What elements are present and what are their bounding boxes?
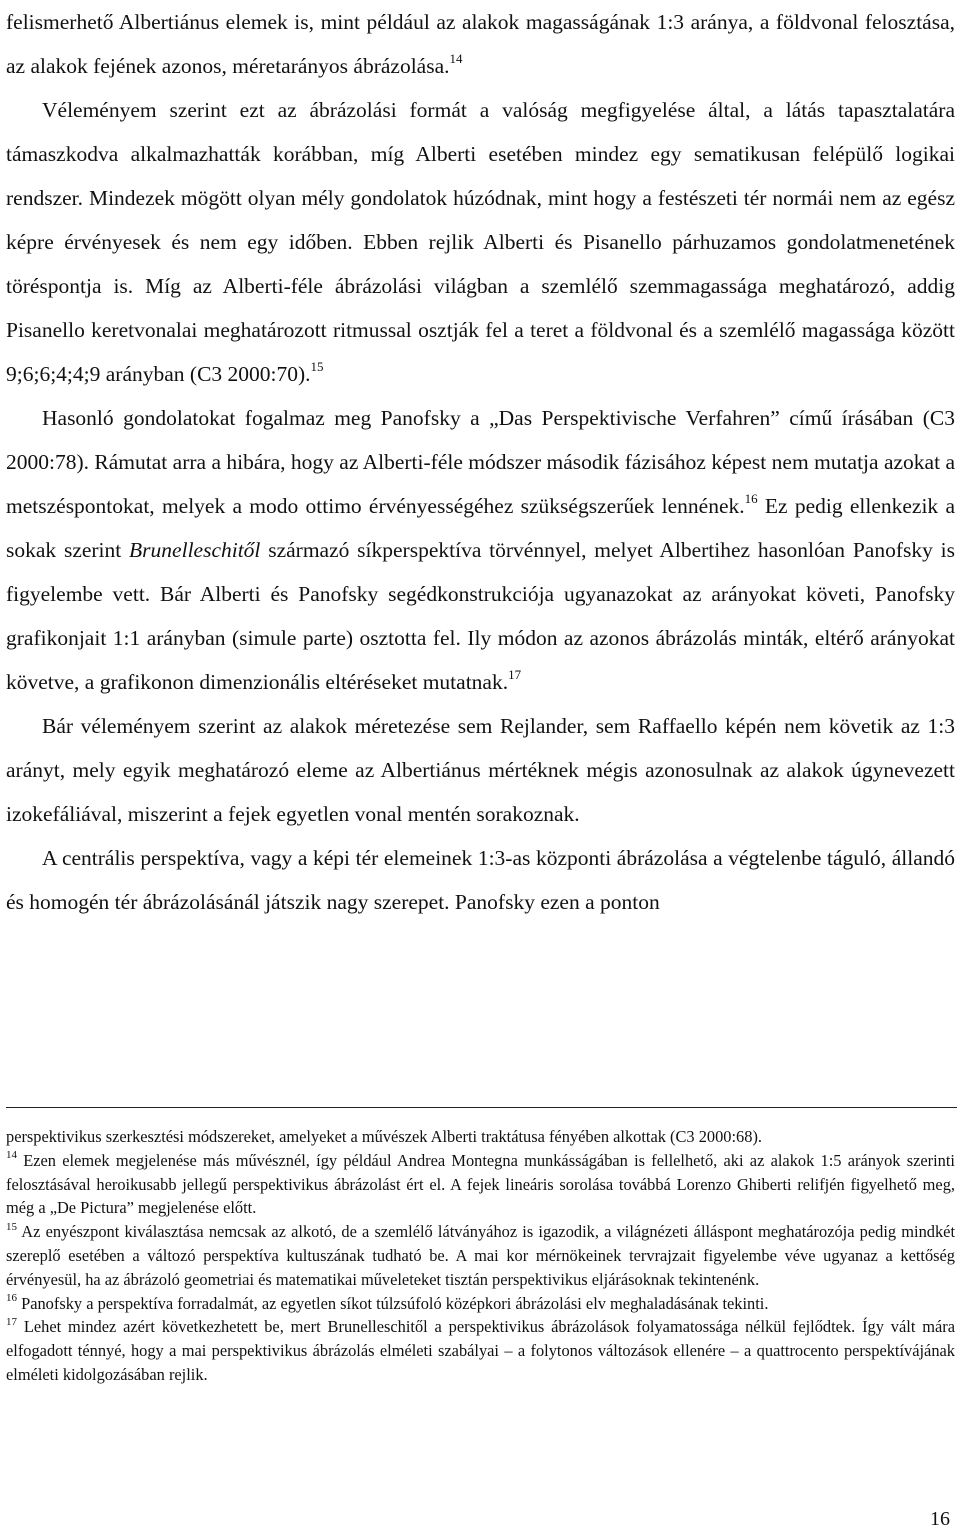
footnote-ref-14[interactable]: 14 <box>449 50 463 66</box>
paragraph-4: Bár véleményem szerint az alakok méretezése sem Rejlander, sem Raffaello képén nem követik az 1:3 arányt, mely egyik meghatározó eleme az Albertiánus mértéknek mégis azonosulnak az alakok úgynevezett izokefáliával, miszerint a fejek egyetlen vonal mentén sorakoznak. <box>6 714 955 826</box>
footnote-ref-17[interactable]: 17 <box>508 666 522 682</box>
footnote-14-number: 14 <box>6 1149 17 1162</box>
paragraph-2 <box>6 88 955 396</box>
paragraph-3 <box>6 396 955 704</box>
footnote-continuation: perspektivikus szerkesztési módszereket, amelyeket a művészek Alberti traktátusa fényében alkottak (C3 2000:68). <box>6 1127 762 1146</box>
footnote-14 <box>6 1149 955 1220</box>
page-number: 16 <box>930 1508 950 1530</box>
paragraph-3-italic: Brunelleschitől <box>129 538 261 562</box>
footnote-15-text: Az enyészpont kiválasztása nemcsak az alkotó, de a szemlélő látványához is igazodik, a világnézeti álláspont meghatározója pedig mindkét szereplő esetében a változó perspektíva kultuszának tudható be. A mai kor mérnökeinek tervrajzait figyelembe véve ugyanaz a kettőség érvényesül, ha az ábrázoló geometriai és matematikai műveleteket tisztán perspektivikus eljárásoknak tekintenénk. <box>6 1222 955 1289</box>
footnote-15-number: 15 <box>6 1220 17 1233</box>
footnote-ref-15[interactable]: 15 <box>310 358 324 374</box>
footnote-16-text: Panofsky a perspektíva forradalmát, az egyetlen síkot túlzsúfoló középkori ábrázolási elv meghaladásának tekinti. <box>17 1293 769 1313</box>
paragraph-3-text-c: származó síkperspektíva törvénnyel, melyet Albertihez hasonlóan Panofsky is figyelembe vett. Bár Alberti és Panofsky segédkonstrukciója ugyanazokat az arányokat követi, Panofsky grafikonjait 1:1 arányban (simule parte) osztotta fel. Ily módon az azonos ábrázolás minták, eltérő arányokat követve, a grafikonon dimenzionális eltéréseket mutatnak. <box>6 538 955 694</box>
footnote-ref-16[interactable]: 16 <box>744 490 758 506</box>
footnote-17-number: 17 <box>6 1315 17 1328</box>
footnote-16-number: 16 <box>6 1292 17 1305</box>
paragraph-3-text: Hasonló gondolatokat fogalmaz meg Panofsky a „Das Perspektivische Verfahren” című írásában (C3 2000:78). Rámutat arra a hibára, hogy az Alberti-féle módszer második fázisához képest nem mutatja azokat a metszéspontokat, melyek a modo ottimo érvényességéhez szükségszerűek lennének. <box>6 406 955 518</box>
footnote-17-text: Lehet mindez azért következhetett be, mert Brunelleschitől a perspektivikus ábrázolások folyamatossága nélkül fejlődtek. Így vált mára elfogadott ténnyé, hogy a mai perspektivikus ábrázolás elméleti szabályai – a folytonos változások ellenére – a quattrocento perspektívájának elméleti kidolgozásában rejlik. <box>6 1317 955 1384</box>
paragraph-3-text-b: Ez pedig ellenkezik a sokak szerint <box>6 494 955 562</box>
footnote-15 <box>6 1220 955 1291</box>
paragraph-2-text: Véleményem szerint ezt az ábrázolási formát a valóság megfigyelése által, a látás tapasztalatára támaszkodva alkalmazhatták korábban, míg Alberti esetében mindez egy sematikusan felépülő logikai rendszer. Mindezek mögött olyan mély gondolatok húzódnak, mint hogy a festészeti tér normái nem az egész képre érvényesek és nem egy időben. Ebben rejlik Alberti és Pisanello párhuzamos gondolatmenetének töréspontja is. Míg az Alberti-féle ábrázolási világban a szemlélő szemmagassága meghatározó, addig Pisanello keretvonalai meghatározott ritmussal osztják fel a teret a földvonal és a szemlélő magassága között 9;6;6;4;4;9 arányban (C3 2000:70). <box>6 98 955 386</box>
footnote-14-text: Ezen elemek megjelenése más művésznél, így például Andrea Montegna munkásságában is fellelhető, aki az alakok 1:5 arányok szerinti felosztásával heroikusabb jellegű perspektivikus ábrázolást ért el. A fejek lineáris sorolása továbbá Lorenzo Ghiberti relifjén figyelhető meg, még a „De Pictura” megjelenése előtt. <box>6 1150 955 1218</box>
paragraph-1 <box>6 0 955 88</box>
main-text <box>6 0 955 924</box>
footnotes <box>6 1125 955 1387</box>
footnote-separator <box>6 1107 957 1108</box>
footnote-16 <box>6 1292 955 1316</box>
footnote-17 <box>6 1315 955 1386</box>
paragraph-5: A centrális perspektíva, vagy a képi tér elemeinek 1:3-as központi ábrázolása a végtelenbe táguló, állandó és homogén tér ábrázolásánál játszik nagy szerepet. Panofsky ezen a ponton <box>6 846 955 914</box>
paragraph-1-text: felismerhető Albertiánus elemek is, mint például az alakok magasságának 1:3 aránya, a földvonal felosztása, az alakok fejének azonos, méretarányos ábrázolása. <box>6 10 955 78</box>
